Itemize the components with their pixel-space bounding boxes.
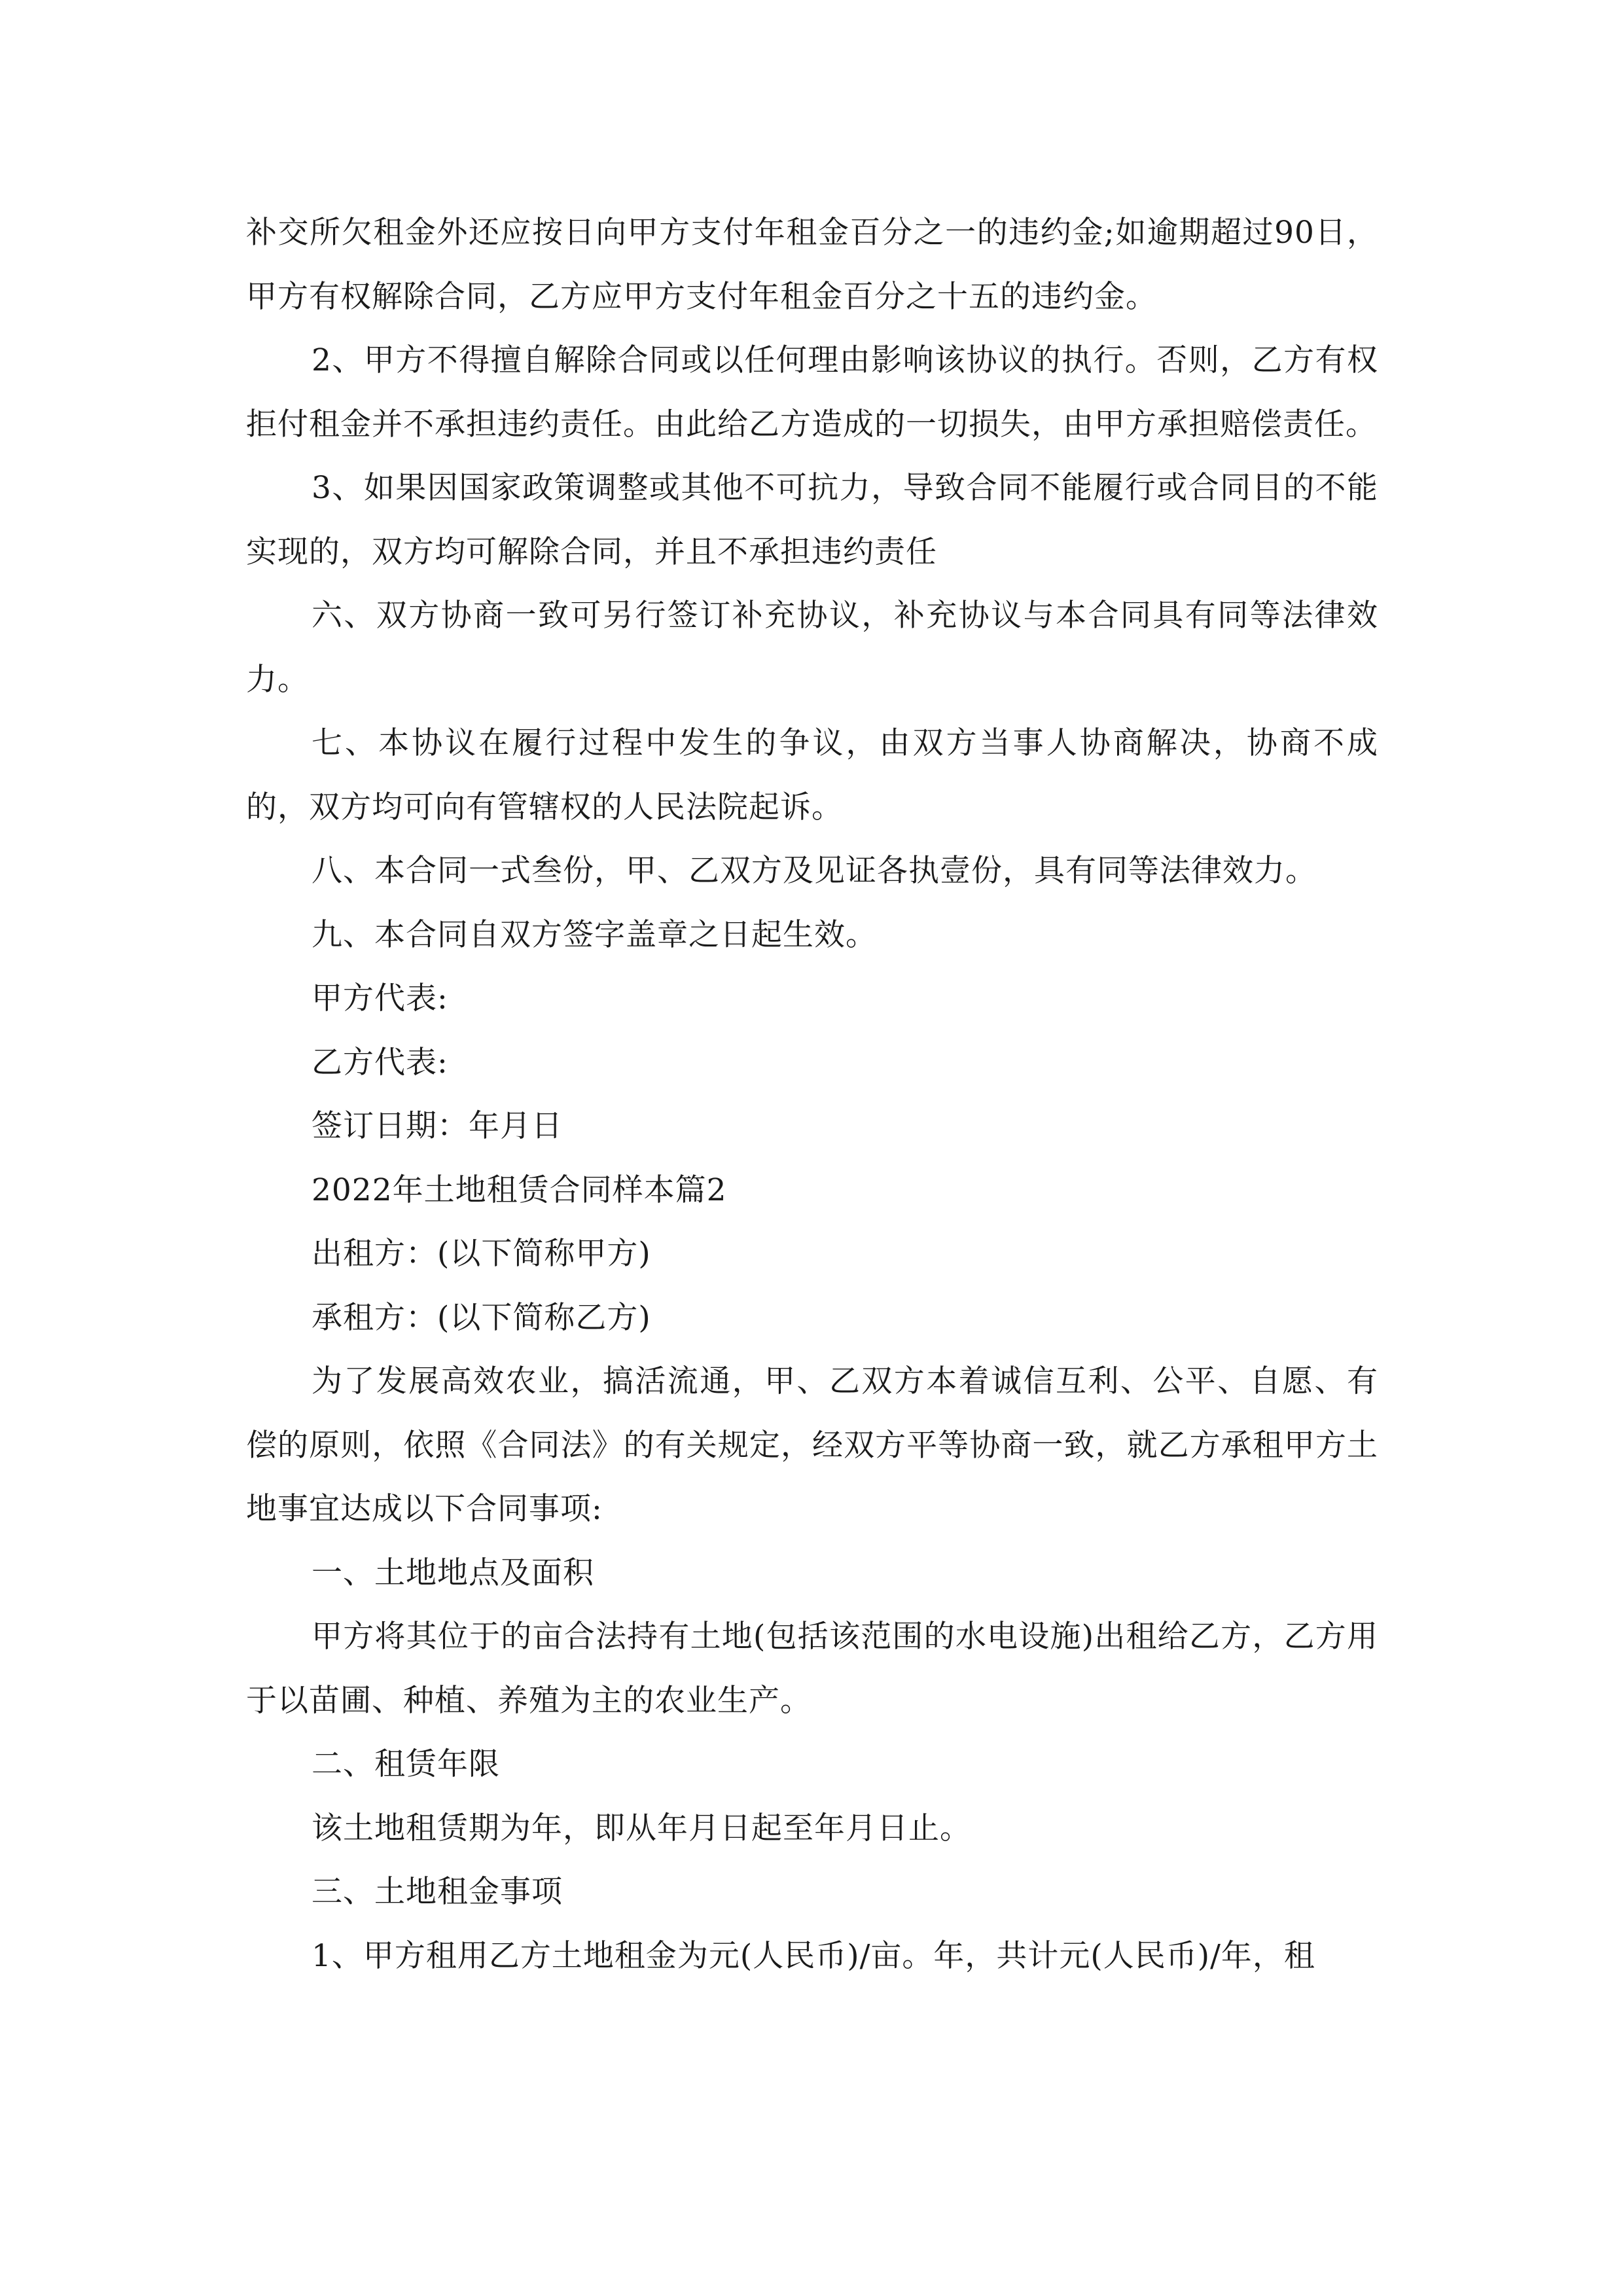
paragraph: 1、甲方租用乙方土地租金为元(人民币)/亩。年，共计元(人民币)/年，租 — [312, 1937, 1315, 1974]
paragraph: 六、双方协商一致可另行签订补充协议，补充协议与本合同具有同等法律效力。 — [246, 598, 1378, 698]
paragraph: 2、甲方不得擅自解除合同或以任何理由影响该协议的执行。否则，乙方有权拒付租金并不承担违约责任。由此给乙方造成的一切损失，由甲方承担赔偿责任。 — [246, 342, 1378, 442]
paragraph: 3、如果因国家政策调整或其他不可抗力，导致合同不能履行或合同目的不能实现的，双方均可解除合同，并且不承担违约责任 — [246, 470, 1378, 570]
paragraph: 甲方将其位于的亩合法持有土地(包括该范围的水电设施)出租给乙方，乙方用于以苗圃、种植、养殖为主的农业生产。 — [246, 1619, 1378, 1719]
paragraph: 该土地租赁期为年，即从年月日起至年月日止。 — [312, 1810, 971, 1846]
paragraph: 为了发展高效农业，搞活流通，甲、乙双方本着诚信互利、公平、自愿、有偿的原则，依照《合同法》的有关规定，经双方平等协商一致，就乙方承租甲方土地事宜达成以下合同事项: — [246, 1363, 1378, 1527]
section-title: 2022年土地租赁合同样本篇2 — [312, 1172, 727, 1208]
paragraph: 九、本合同自双方签字盖章之日起生效。 — [312, 916, 877, 953]
signature-line-party-b: 乙方代表: — [312, 1044, 448, 1081]
clause-heading: 三、土地租金事项 — [312, 1874, 563, 1910]
paragraph: 补交所欠租金外还应按日向甲方支付年租金百分之一的违约金;如逾期超过90日，甲方有权解除合同，乙方应甲方支付年租金百分之十五的违约金。 — [246, 215, 1378, 315]
signature-line-party-a: 甲方代表: — [312, 980, 448, 1016]
document-body — [246, 201, 1378, 1988]
lessee-line: 承租方：(以下简称乙方) — [312, 1299, 651, 1336]
signing-date-line: 签订日期：年月日 — [312, 1108, 563, 1144]
clause-heading: 一、土地地点及面积 — [312, 1554, 594, 1591]
clause-heading: 二、租赁年限 — [312, 1746, 500, 1782]
lessor-line: 出租方：(以下简称甲方) — [312, 1236, 651, 1272]
paragraph: 八、本合同一式叁份，甲、乙双方及见证各执壹份，具有同等法律效力。 — [312, 853, 1317, 889]
paragraph: 七、本协议在履行过程中发生的争议，由双方当事人协商解决，协商不成的，双方均可向有管辖权的人民法院起诉。 — [246, 725, 1378, 825]
